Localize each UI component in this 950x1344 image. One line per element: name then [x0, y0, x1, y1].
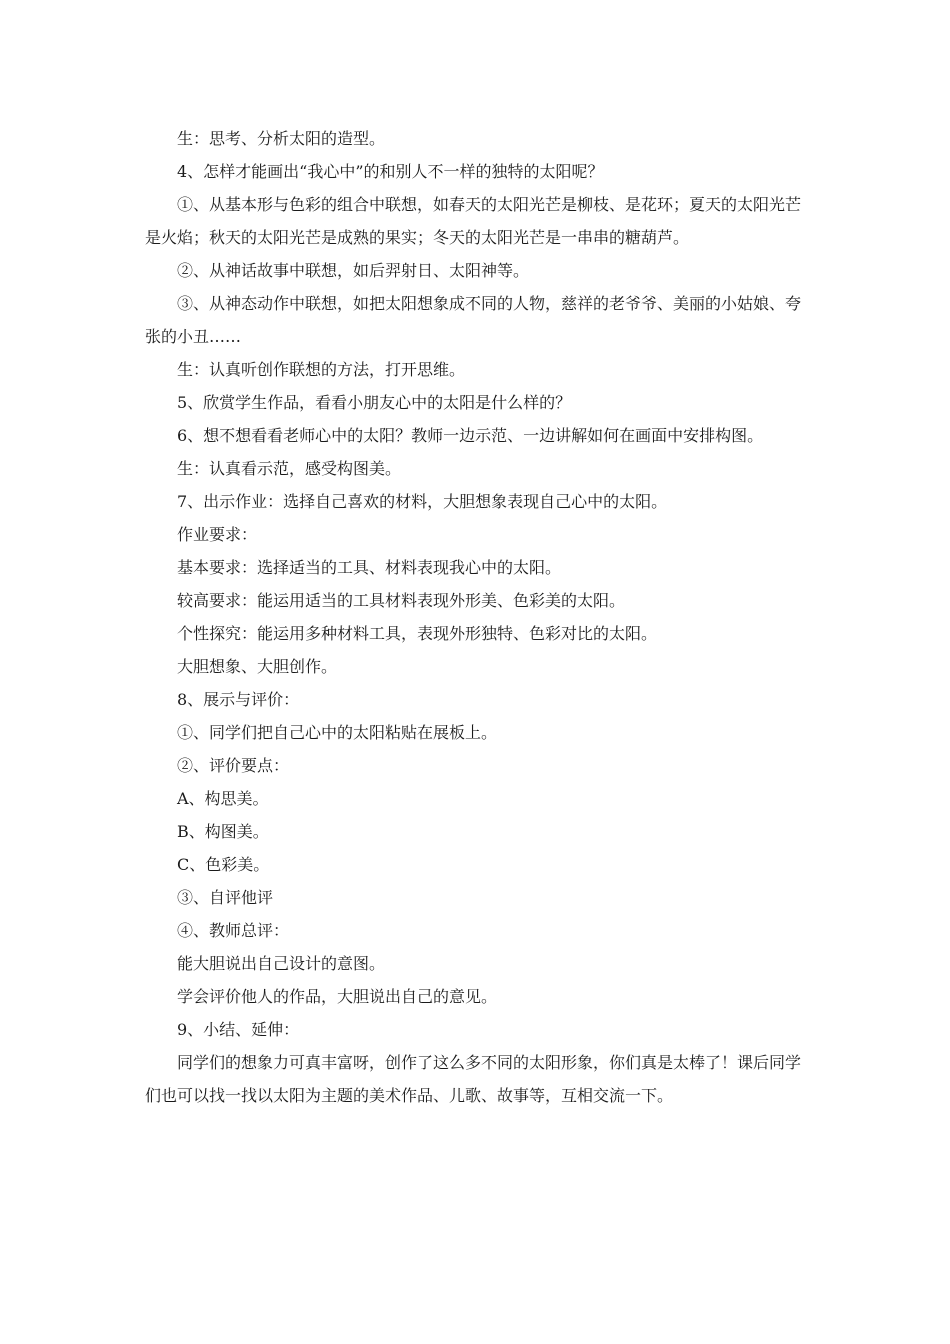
paragraph: C、色彩美。	[177, 855, 270, 874]
paragraph: 基本要求：选择适当的工具、材料表现我心中的太阳。	[177, 558, 562, 577]
paragraph: A、构思美。	[177, 789, 269, 808]
paragraph: ①、同学们把自己心中的太阳粘贴在展板上。	[177, 723, 498, 742]
document-body	[145, 122, 810, 1112]
paragraph: ②、从神话故事中联想，如后羿射日、太阳神等。	[177, 261, 530, 280]
paragraph: 生：思考、分析太阳的造型。	[177, 129, 386, 148]
paragraph: ④、教师总评：	[177, 921, 290, 940]
paragraph: 能大胆说出自己设计的意图。	[177, 954, 386, 973]
paragraph: 学会评价他人的作品，大胆说出自己的意见。	[177, 987, 498, 1006]
paragraph: B、构图美。	[177, 822, 269, 841]
paragraph: 9、小结、延伸：	[177, 1020, 300, 1039]
paragraph: 生：认真看示范，感受构图美。	[177, 459, 402, 478]
paragraph: 大胆想象、大胆创作。	[177, 657, 338, 676]
paragraph: ③、自评他评	[177, 888, 274, 907]
paragraph: 同学们的想象力可真丰富呀，创作了这么多不同的太阳形象，你们真是太棒了！课后同学们也可以找一找以太阳为主题的美术作品、儿歌、故事等，互相交流一下。	[145, 1053, 802, 1105]
paragraph: 生：认真听创作联想的方法，打开思维。	[177, 360, 466, 379]
paragraph: 较高要求：能运用适当的工具材料表现外形美、色彩美的太阳。	[177, 591, 626, 610]
paragraph: 8、展示与评价：	[177, 690, 300, 709]
paragraph: ③、从神态动作中联想，如把太阳想象成不同的人物，慈祥的老爷爷、美丽的小姑娘、夸张的小丑……	[145, 294, 802, 346]
paragraph: ②、评价要点：	[177, 756, 290, 775]
paragraph: 5、欣赏学生作品，看看小朋友心中的太阳是什么样的？	[177, 393, 572, 412]
paragraph: 个性探究：能运用多种材料工具，表现外形独特、色彩对比的太阳。	[177, 624, 658, 643]
paragraph: ①、从基本形与色彩的组合中联想，如春天的太阳光芒是柳枝、是花环；夏天的太阳光芒是火焰；秋天的太阳光芒是成熟的果实；冬天的太阳光芒是一串串的糖葫芦。	[145, 195, 802, 247]
paragraph: 6、想不想看看老师心中的太阳？教师一边示范、一边讲解如何在画面中安排构图。	[177, 426, 764, 445]
paragraph: 作业要求：	[177, 525, 258, 544]
paragraph: 7、出示作业：选择自己喜欢的材料，大胆想象表现自己心中的太阳。	[177, 492, 668, 511]
paragraph: 4、怎样才能画出“我心中”的和别人不一样的独特的太阳呢？	[177, 162, 604, 181]
